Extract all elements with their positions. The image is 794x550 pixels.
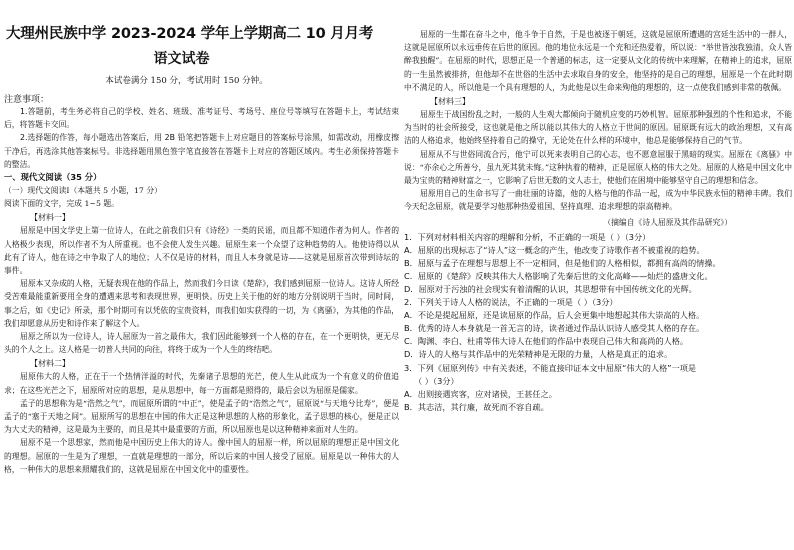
question-option: C．陶渊、李白、杜甫等伟大诗人在他们的作品中表现自己伟大和高尚的人格。 [404, 336, 689, 347]
paragraph: 屈原的一生都在奋斗之中，他斗争于自然，于是也被逐于朝廷，这就是屈原所遭遇的宫廷生活中的一群人，这就是屈原所以永远垂传在后世的原因。他的地位永远是一个充和还热爱着，所以说：“举世皆浊我独清，众人皆醉我独醒”。在屈原的时代，思想正是一个普通的标志，这一定要从文化的传统中来理解，在精神上的追求，屈原的一生虽然被排挤，但他却不在世俗的生活中去求取自身的安全，他坚持的是自己的理想，屈原是一个在此时期中不满足的人，所以他是一个具有理想的人，为此他是以生命来殉他的理想的，这一点使我们感到非常的敬佩。 [404, 30, 792, 92]
left-column [4, 0, 399, 550]
question-option: B．其志洁，其行廉，故死而不容自疏。 [404, 401, 549, 412]
paragraph: 屈原用自己的生命书写了一曲壮丽的诗篇，他的人格与他的作品一起，成为中华民族永恒的精神丰碑。我们今天纪念屈原，就是要学习他那种热爱祖国、坚持真理、追求理想的崇高精神。 [404, 189, 792, 212]
source-note: （摘编自《诗人屈原及其作品研究》） [603, 217, 732, 227]
material-label: 【材料一】 [30, 213, 70, 223]
notice-item: 1.答题前，考生务必将自己的学校、姓名、班级、准考证号、考场号、座位号等填写在答题卡上，考试结束后，将答题卡交回。 [4, 107, 399, 130]
subsection-heading: （一）现代文阅读Ⅰ（本题共 5 小题，17 分） [4, 186, 162, 196]
question-stem: 1．下列对材料相关内容的理解和分析，不正确的一项是（ ）（3分） [404, 231, 651, 242]
paragraph: 屈原伟大的人格，正在于一个热情洋溢的时代，先秦诸子思想的光芒，使人生从此成为一个有意义的价值追求；在这些光芒之下，屈原所对应的思想，是从思想中，每一方面都是照得的，最后会以为屈原是儒家。 [4, 372, 399, 395]
material-label: 【材料三】 [430, 97, 470, 107]
exam-meta: 本试卷满分 150 分，考试用时 150 分钟。 [105, 76, 268, 86]
notice-title: 注意事项： [4, 95, 50, 105]
paragraph: 屈原从不与世俗同流合污，他宁可以死来表明自己的心志，也不愿意屈服于黑暗的现实。屈原在《离骚》中说：“亦余心之所善兮，虽九死其犹未悔。”这种执着的精神，正是屈原人格的伟大之处。屈原的人格是中国文化中最为宝贵的精神财富之一，它影响了后世无数的文人志士，使他们在困境中能够坚守自己的理想和信念。 [404, 149, 792, 186]
question-stem-continued: （ ）（3分） [414, 375, 459, 386]
question-stem: 3．下列《屈原列传》中有关表述，不能直接印证本文中屈原“伟大的人格”一项是 [404, 362, 697, 373]
question-option: A．不论是提起屈原，还是读屈原的作品，后人会更集中地想起其伟大崇高的人格。 [404, 310, 705, 321]
material-label: 【材料二】 [30, 359, 70, 369]
question-option: D．屈原对于污浊的社会现实有着清醒的认识，其思想带有中国传统文化的光辉。 [404, 284, 697, 295]
question-option: A．出则接遇宾客，应对诸侯，王甚任之。 [404, 388, 557, 399]
paragraph: 屈原生于战国纷乱之时，一般的人生观大都倾向于随机应变的巧妙机智。屈原那种强烈的个性和追求，不能为当时的社会所接受，这也就是他之所以能以其伟大的人格立于世间的原因。屈原既有远大的政治理想，又有高洁的人格追求，他始终坚持着自己的操守，无论处在什么样的环境中，他总是能够保持自己的气节。 [404, 110, 792, 146]
right-column [404, 0, 792, 550]
section-heading: 一、现代文阅读（35 分） [4, 172, 102, 183]
notice-item: 2.选择题的作答，每小题选出答案后，用 2B 铅笔把答题卡上对应题目的答案标号涂黑，如需改动，用橡皮擦干净后，再选涂其他答案标号。非选择题用黑色签字笔直接答在答题卡上对应的答题区域内。考生必须保持答题卡的整洁。 [4, 133, 399, 169]
paragraph: 屈原是中国文学史上第一位诗人，在此之前我们只有《诗经》一类的民谣，而且都不知道作者为何人。作者的人格极少表现，所以作者不为人所重视。也不会使人发生兴趣。屈原生来一个众望了这种趋势的人。他使诗得以从此有了诗人，他在诗之中争取了人的地位；人不仅是诗的材料，而且人本身就是诗——这就是屈原首次带到诗坛的事件。 [4, 226, 399, 276]
exam-subtitle: 语文试卷 [153, 51, 210, 67]
paragraph: 屈原之所以为一位诗人，诗人屈原为一首之最伟大，我们因此能够到一个人格的存在，在一个更明快，更无尽头的个人之上。这人格是一切普人共同的向往，将终于成为一个人生的终结吧。 [4, 332, 399, 355]
question-option: B．屈原与孟子在理想与思想上不一定相同，但是他们的人格相似，都拥有高尚的情操。 [404, 257, 721, 268]
instruction: 阅读下面的文字，完成 1~5 题。 [4, 199, 119, 209]
question-option: C．屈原的《楚辞》反映其伟大人格影响了先秦后世的文化高峰——灿烂的盛唐文化。 [404, 270, 713, 281]
paragraph: 屈原不是一个思想家，然而他是中国历史上伟大的诗人。像中国人的屈原一样，所以屈原的理想正是中国文化的理想。屈原的一生是为了理想，一直就是理想的一部分，所以后来的中国人接受了屈原。屈原是以一种伟大的人格，一种伟大的思想来照耀我们的，这就是屈原在中国文化中的重要性。 [4, 438, 399, 474]
question-stem: 2．下列关于诗人人格的说法，不正确的一项是（ ）（3分） [404, 297, 618, 308]
exam-title: 大理州民族中学 2023-2024 学年上学期高二 10 月月考 [6, 26, 374, 42]
paragraph: 孟子的思想称为是“浩然之气”，而屈原所谓的“中正”，使是孟子的“浩然之气”，屈原说“与天地兮比寿”，便是孟子的“塞于天地之间”。屈原所写的思想在中国的伟大正是这种思想的人格的形象化，孟子思想的核心，便是正以为大丈夫的精神，这是最为主要的，而且是其中最重要的方面，所以屈原也是以这种精神来面对人生的。 [4, 398, 399, 435]
paragraph: 屈原本又杂成的人格，无疑表现在他的作品上，然而我们今日读《楚辞》，我们感到屈原一位诗人。这诗人所经受苦难最能重新要用全身的遭遇来思考和表现世界，更明快。历史上关于他的好的地方分别说明于当时，同时间，事之后，如《史记》所录，那个时期可有以凭依的宝贵资料，而我们如实获得的一切，为《离骚》，为其他的作品，我们却愿意从历史和诗作来了解这个人。 [4, 279, 399, 328]
question-option: D．诗人的人格与其作品中的光荣精神是无限的力量，人格是真正的追求。 [404, 349, 673, 360]
question-option: A．屈原的出现标志了“诗人”这一概念的产生，他改变了诗歌作者不被重视的趋势。 [404, 244, 705, 255]
question-option: B．优秀的诗人本身就是一首无言的诗，读者通过作品认识诗人感受其人格的存在。 [404, 323, 705, 334]
